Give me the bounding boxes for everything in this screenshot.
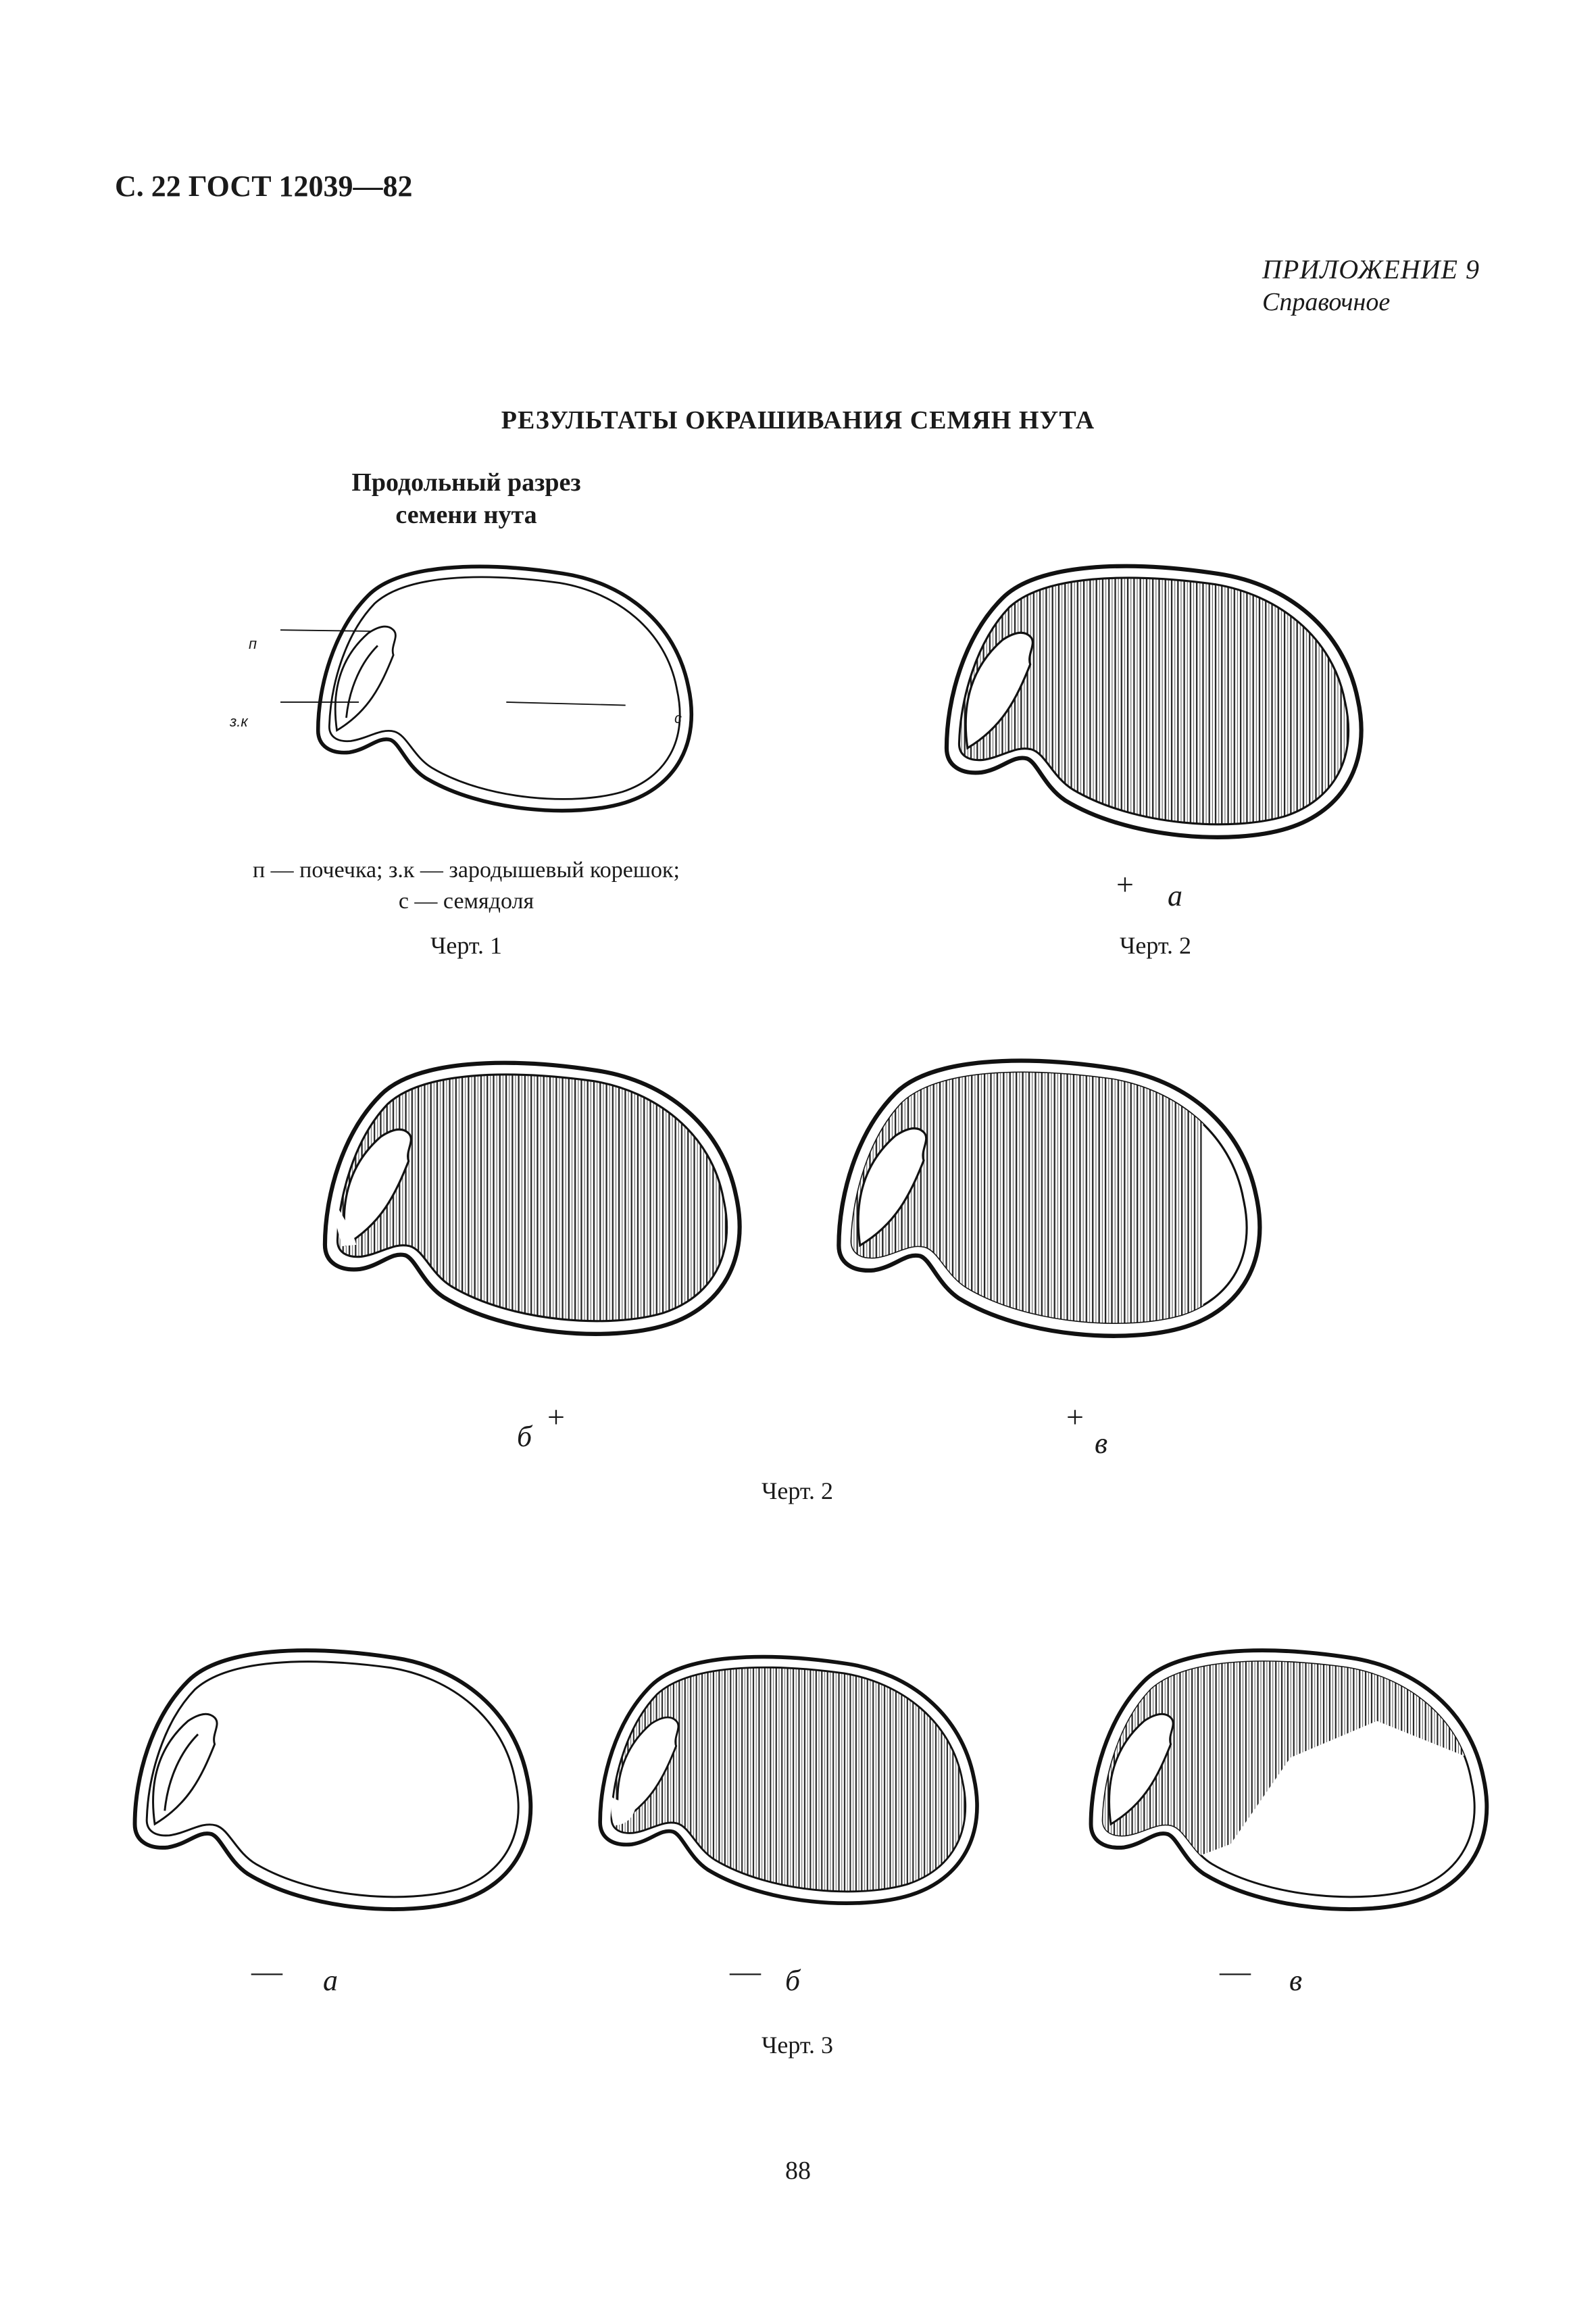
figure2b-letter: б — [517, 1420, 532, 1453]
figure2v-letter: в — [1095, 1427, 1108, 1460]
page-title: РЕЗУЛЬТАТЫ ОКРАШИВАНИЯ СЕМЯН НУТА — [501, 406, 1095, 435]
figure2a-seed-drawing — [926, 551, 1372, 862]
figure2v-sign: + — [1066, 1400, 1084, 1434]
appendix-number: ПРИЛОЖЕНИЕ 9 — [1262, 254, 1480, 285]
figure3-caption: Черт. 3 — [762, 2032, 833, 2059]
label-p: п — [249, 635, 257, 652]
figure2v-seed-drawing — [818, 1048, 1270, 1358]
figure3a-sign: — — [251, 1954, 282, 1988]
figure2b-seed-drawing — [304, 1048, 750, 1358]
figure3b-seed-drawing — [581, 1635, 987, 1933]
page-header: С. 22 ГОСТ 12039—82 — [115, 170, 413, 203]
figure2b-sign: + — [547, 1400, 565, 1434]
figure3v-letter: в — [1289, 1964, 1303, 1997]
figure1-subtitle-line2: семени нута — [395, 501, 537, 529]
figure1-subtitle-line1: Продольный разрез — [351, 468, 581, 497]
legend-line1: п — почечка; з.к — зародышевый корешок; — [252, 858, 680, 883]
label-s: с — [674, 710, 682, 727]
label-zk: з.к — [230, 713, 248, 730]
legend-line2: с — семядоля — [398, 889, 534, 914]
figure3a-seed-drawing — [115, 1635, 541, 1933]
figure2a-letter: а — [1168, 879, 1182, 912]
figure1-subtitle — [284, 466, 649, 531]
figure1-seed-drawing — [284, 561, 716, 824]
figure2a-sign: + — [1116, 867, 1134, 902]
figure3a-letter: а — [323, 1964, 338, 1997]
figure3v-sign: — — [1220, 1954, 1251, 1988]
figure1-caption: Черт. 1 — [430, 932, 502, 959]
figure3b-sign: — — [730, 1954, 761, 1988]
figure1-legend — [169, 855, 764, 917]
figure3v-seed-drawing — [1071, 1635, 1497, 1933]
figure3b-letter: б — [785, 1964, 801, 1997]
figure2-caption-top: Черт. 2 — [1120, 932, 1191, 959]
figure2-caption-bottom: Черт. 2 — [762, 1477, 833, 1504]
appendix-kind: Справочное — [1262, 288, 1391, 316]
page-number: 88 — [785, 2157, 811, 2185]
